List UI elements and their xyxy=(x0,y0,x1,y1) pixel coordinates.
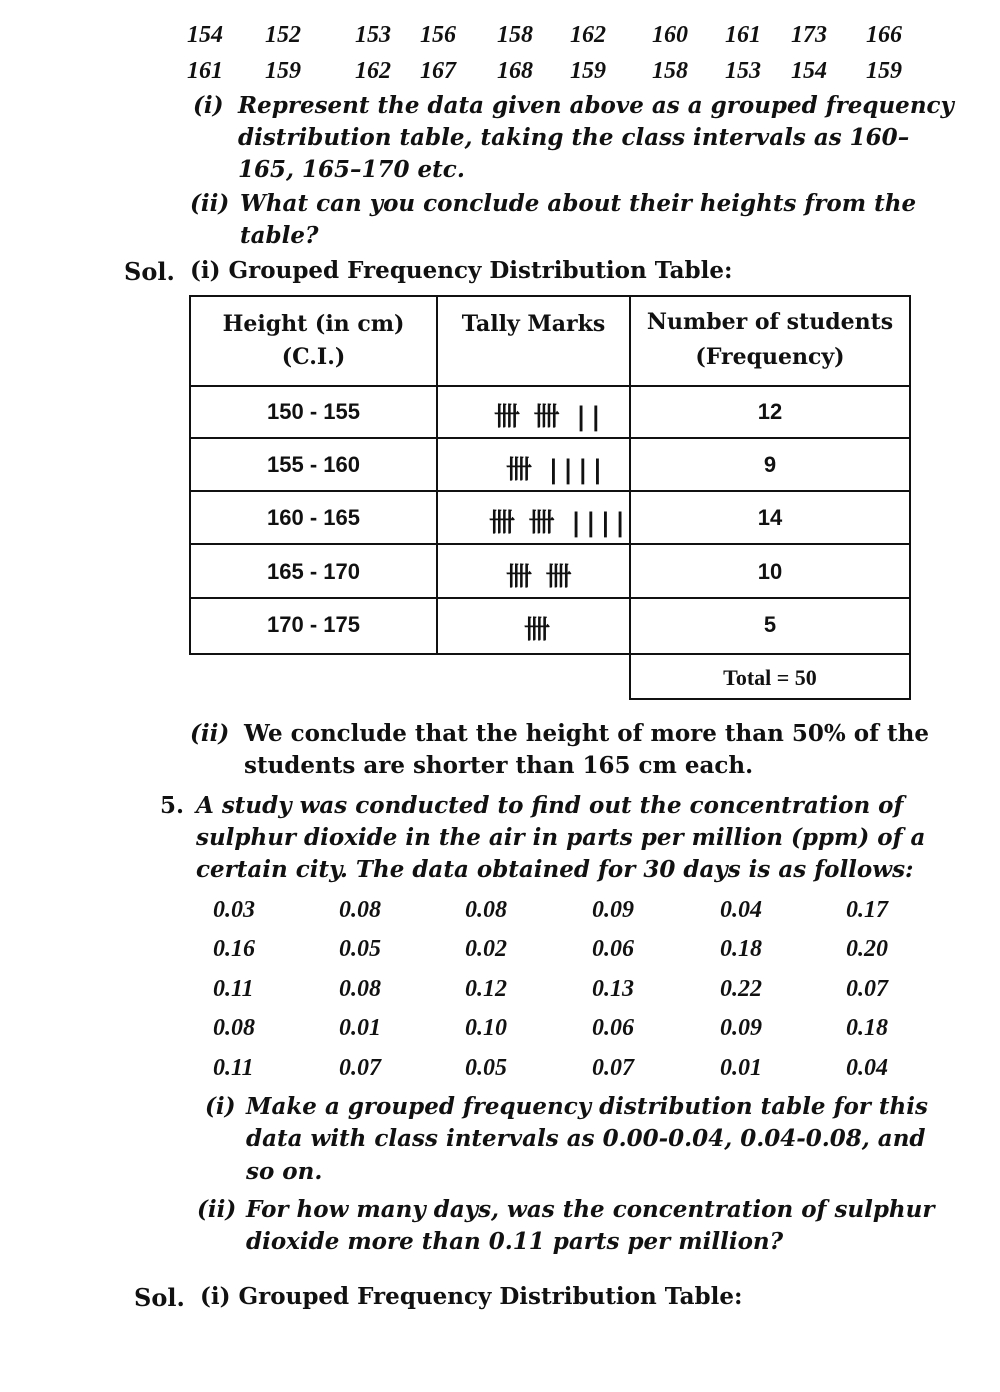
so2-value: 0.06 xyxy=(592,936,634,962)
column-divider xyxy=(909,653,911,700)
question-number: 5. xyxy=(160,792,185,819)
so2-value: 0.08 xyxy=(339,976,381,1002)
frequency: 5 xyxy=(763,612,777,637)
question-text: For how many days, was the concentration of sulphur xyxy=(246,1196,935,1223)
height-value: 159 xyxy=(570,58,606,84)
question-text: table? xyxy=(240,222,319,249)
question-text: dioxide more than 0.11 parts per million? xyxy=(246,1228,784,1255)
answer-text: students are shorter than 165 cm each. xyxy=(244,752,754,779)
height-value: 158 xyxy=(652,58,688,84)
height-value: 161 xyxy=(725,22,761,48)
so2-value: 0.09 xyxy=(592,897,634,923)
so2-value: 0.07 xyxy=(846,976,888,1002)
so2-value: 0.13 xyxy=(592,976,634,1002)
tally-marks: 卌 卌 |||| xyxy=(489,508,627,538)
tally-marks: 卌 |||| xyxy=(506,455,605,485)
height-value: 158 xyxy=(497,22,533,48)
question-text: Make a grouped frequency distribution table for this xyxy=(246,1093,928,1120)
so2-value: 0.04 xyxy=(720,897,762,923)
class-interval: 165 - 170 xyxy=(267,559,360,584)
header-frequency: Number of students xyxy=(646,309,894,335)
question-text: data with class intervals as 0.00-0.04, 0.04-0.08, and xyxy=(246,1125,926,1152)
so2-value: 0.16 xyxy=(213,936,255,962)
so2-value: 0.05 xyxy=(465,1055,507,1081)
sol-label: Sol. xyxy=(124,257,175,286)
header-frequency-sub: (Frequency) xyxy=(695,344,845,370)
tally-marks: 卌 卌 || xyxy=(494,402,603,432)
sol-heading: (i) Grouped Frequency Distribution Table: xyxy=(190,257,733,284)
height-value: 152 xyxy=(265,22,301,48)
row-divider xyxy=(189,490,911,492)
frequency: 12 xyxy=(757,399,783,424)
sol-label: Sol. xyxy=(134,1283,185,1312)
part-label: (ii) xyxy=(190,190,230,217)
tally-marks: 卌 卌 xyxy=(506,562,571,592)
total: Total = 50 xyxy=(723,665,817,690)
so2-value: 0.18 xyxy=(846,1015,888,1041)
so2-value: 0.06 xyxy=(592,1015,634,1041)
row-divider xyxy=(189,597,911,599)
answer-text: We conclude that the height of more than 50% of the xyxy=(244,720,929,747)
question-text: A study was conducted to find out the concentration of xyxy=(196,792,904,819)
so2-value: 0.07 xyxy=(339,1055,381,1081)
height-value: 161 xyxy=(187,58,223,84)
so2-value: 0.04 xyxy=(846,1055,888,1081)
question-text: so on. xyxy=(246,1158,323,1185)
question-text: Represent the data given above as a grouped frequency xyxy=(238,92,954,119)
height-value: 159 xyxy=(866,58,902,84)
class-interval: 150 - 155 xyxy=(267,399,360,424)
height-value: 162 xyxy=(570,22,606,48)
so2-value: 0.10 xyxy=(465,1015,507,1041)
frequency: 9 xyxy=(763,452,777,477)
so2-value: 0.03 xyxy=(213,897,255,923)
frequency: 10 xyxy=(757,559,783,584)
part-label: (ii) xyxy=(190,720,230,747)
so2-value: 0.12 xyxy=(465,976,507,1002)
so2-value: 0.05 xyxy=(339,936,381,962)
class-interval: 160 - 165 xyxy=(267,505,360,530)
height-value: 159 xyxy=(265,58,301,84)
so2-value: 0.08 xyxy=(465,897,507,923)
height-value: 154 xyxy=(791,58,827,84)
row-divider xyxy=(629,698,911,700)
column-divider xyxy=(436,295,438,655)
class-interval: 155 - 160 xyxy=(267,452,360,477)
so2-value: 0.11 xyxy=(213,1055,254,1081)
part-label: (i) xyxy=(193,92,224,119)
height-value: 154 xyxy=(187,22,223,48)
so2-value: 0.08 xyxy=(213,1015,255,1041)
height-value: 153 xyxy=(355,22,391,48)
so2-value: 0.01 xyxy=(339,1015,381,1041)
height-value: 156 xyxy=(420,22,456,48)
tally-marks: 卌 xyxy=(524,615,550,645)
height-value: 173 xyxy=(791,22,827,48)
question-text: certain city. The data obtained for 30 days is as follows: xyxy=(196,856,914,883)
so2-value: 0.18 xyxy=(720,936,762,962)
question-text: What can you conclude about their heights from the xyxy=(240,190,917,217)
height-value: 166 xyxy=(866,22,902,48)
height-value: 167 xyxy=(420,58,456,84)
so2-value: 0.09 xyxy=(720,1015,762,1041)
row-divider xyxy=(189,385,911,387)
height-value: 153 xyxy=(725,58,761,84)
class-interval: 170 - 175 xyxy=(267,612,360,637)
question-text: sulphur dioxide in the air in parts per million (ppm) of a xyxy=(196,824,926,851)
frequency: 14 xyxy=(757,505,783,530)
header-height: Height (in cm) xyxy=(222,311,405,337)
question-text: distribution table, taking the class intervals as 160– xyxy=(238,124,910,151)
height-value: 168 xyxy=(497,58,533,84)
height-value: 160 xyxy=(652,22,688,48)
so2-value: 0.07 xyxy=(592,1055,634,1081)
row-divider xyxy=(189,543,911,545)
row-divider xyxy=(189,437,911,439)
so2-value: 0.01 xyxy=(720,1055,762,1081)
header-height-ci: (C.I.) xyxy=(281,344,346,370)
sol-heading: (i) Grouped Frequency Distribution Table: xyxy=(200,1283,743,1310)
so2-value: 0.08 xyxy=(339,897,381,923)
so2-value: 0.22 xyxy=(720,976,762,1002)
part-label: (ii) xyxy=(197,1196,237,1223)
so2-value: 0.02 xyxy=(465,936,507,962)
so2-value: 0.20 xyxy=(846,936,888,962)
question-text: 165, 165–170 etc. xyxy=(238,156,465,183)
so2-value: 0.11 xyxy=(213,976,254,1002)
header-tally: Tally Marks xyxy=(461,311,606,337)
part-label: (i) xyxy=(205,1093,236,1120)
so2-value: 0.17 xyxy=(846,897,888,923)
height-value: 162 xyxy=(355,58,391,84)
